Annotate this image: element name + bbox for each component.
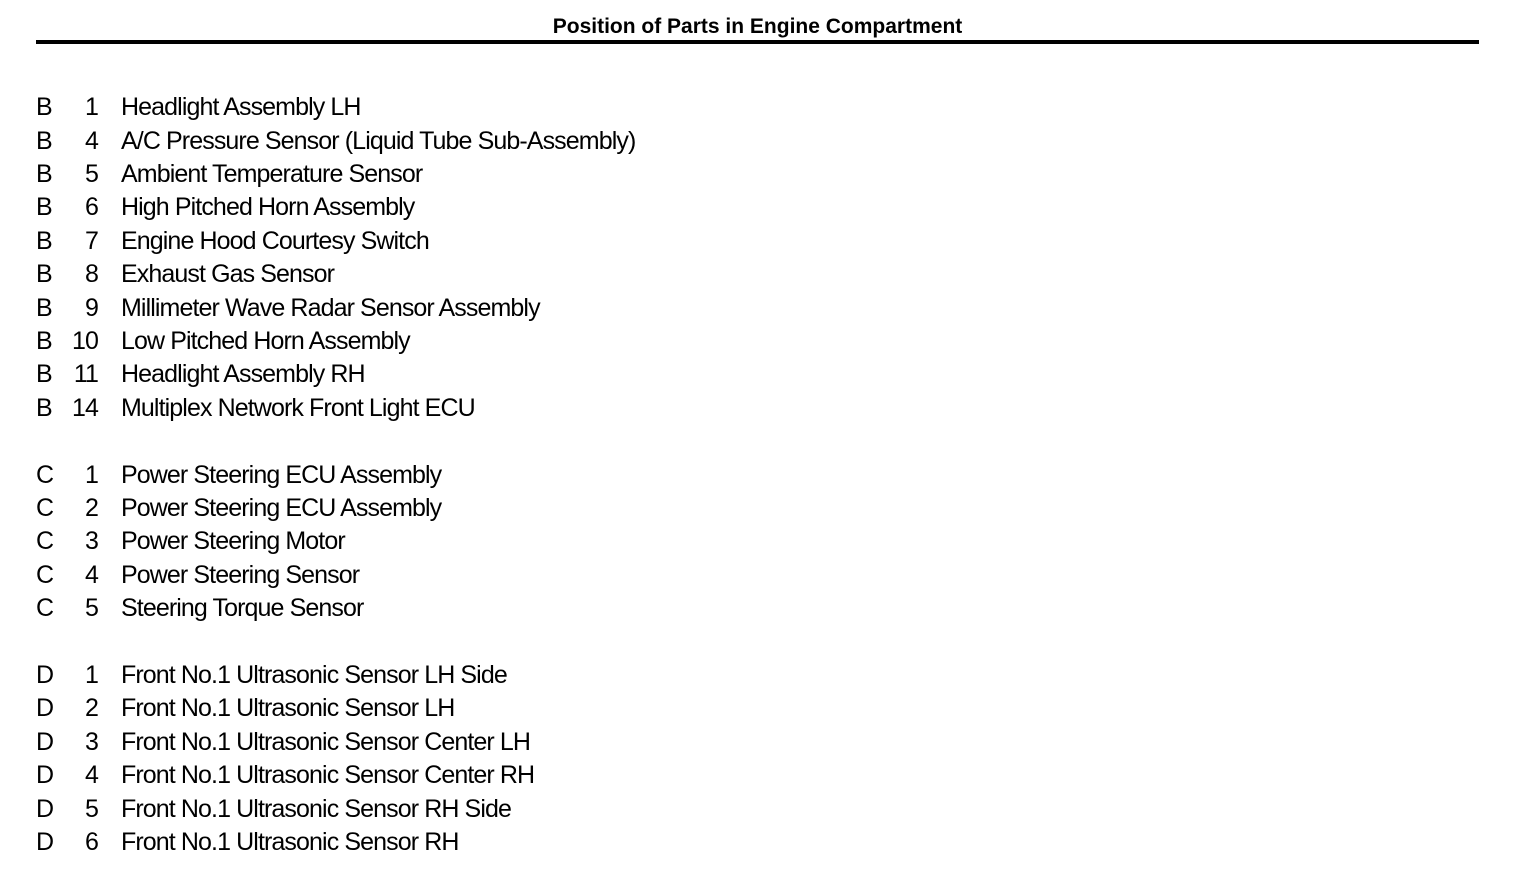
part-connector-letter: B <box>36 193 52 222</box>
part-number: 10 <box>71 326 98 355</box>
parts-group-c <box>36 458 936 625</box>
part-row <box>36 225 936 258</box>
part-connector-letter: D <box>36 661 54 690</box>
part-number: 1 <box>84 661 98 690</box>
part-name: Front No.1 Ultrasonic Sensor Center RH <box>121 761 535 790</box>
part-name: A/C Pressure Sensor (Liquid Tube Sub-Assembly) <box>121 126 636 155</box>
part-connector-letter: B <box>36 393 52 422</box>
part-number: 7 <box>84 226 98 255</box>
part-number: 6 <box>84 828 98 856</box>
parts-group-d <box>36 659 936 859</box>
part-row <box>36 826 936 859</box>
part-number: 11 <box>73 360 98 389</box>
part-number: 14 <box>71 393 98 422</box>
part-name: Front No.1 Ultrasonic Sensor RH <box>121 828 459 856</box>
part-row <box>36 358 936 391</box>
part-number: 2 <box>84 493 98 522</box>
part-number: 4 <box>84 126 98 155</box>
part-number: 4 <box>84 761 98 790</box>
title-rule <box>36 40 1479 44</box>
part-number: 5 <box>84 159 98 188</box>
part-row <box>36 158 936 191</box>
part-number: 2 <box>84 694 98 723</box>
part-row <box>36 659 936 692</box>
part-name: Power Steering ECU Assembly <box>121 493 442 522</box>
part-connector-letter: C <box>36 493 54 522</box>
part-row <box>36 792 936 825</box>
part-connector-letter: B <box>36 159 52 188</box>
part-name: Front No.1 Ultrasonic Sensor RH Side <box>121 794 511 823</box>
part-connector-letter: D <box>36 761 54 790</box>
part-row <box>36 726 936 759</box>
part-connector-letter: B <box>36 126 52 155</box>
part-connector-letter: C <box>36 460 54 489</box>
part-name: High Pitched Horn Assembly <box>121 193 415 222</box>
part-name: Front No.1 Ultrasonic Sensor LH Side <box>121 661 507 690</box>
part-number: 3 <box>84 527 98 556</box>
part-name: Exhaust Gas Sensor <box>121 260 335 289</box>
part-number: 5 <box>84 794 98 823</box>
part-connector-letter: D <box>36 794 54 823</box>
part-row <box>36 559 936 592</box>
part-connector-letter: D <box>36 694 54 723</box>
part-number: 3 <box>84 727 98 756</box>
part-connector-letter: B <box>36 260 52 289</box>
part-row <box>36 592 936 625</box>
part-number: 6 <box>84 193 98 222</box>
part-row <box>36 124 936 157</box>
part-row <box>36 525 936 558</box>
part-row <box>36 291 936 324</box>
part-row <box>36 258 936 291</box>
part-row <box>36 759 936 792</box>
part-connector-letter: B <box>36 93 52 122</box>
part-name: Headlight Assembly RH <box>121 360 365 389</box>
part-name: Ambient Temperature Sensor <box>121 159 423 188</box>
part-row <box>36 91 936 124</box>
part-name: Low Pitched Horn Assembly <box>121 326 410 355</box>
part-row <box>36 492 936 525</box>
part-number: 1 <box>84 460 98 489</box>
part-row <box>36 458 936 491</box>
part-name: Front No.1 Ultrasonic Sensor LH <box>121 694 455 723</box>
part-number: 1 <box>84 93 98 122</box>
part-row <box>36 692 936 725</box>
part-connector-letter: C <box>36 527 54 556</box>
part-connector-letter: D <box>36 828 54 856</box>
part-row <box>36 392 936 425</box>
part-connector-letter: B <box>36 326 52 355</box>
part-connector-letter: C <box>36 560 54 589</box>
part-number: 4 <box>84 560 98 589</box>
page-title: Position of Parts in Engine Compartment <box>552 15 963 38</box>
part-name: Multiplex Network Front Light ECU <box>121 393 475 422</box>
part-name: Front No.1 Ultrasonic Sensor Center LH <box>121 727 531 756</box>
part-name: Power Steering ECU Assembly <box>121 460 442 489</box>
part-name: Headlight Assembly LH <box>121 93 361 122</box>
part-row <box>36 325 936 358</box>
parts-list <box>36 91 936 893</box>
part-row <box>36 191 936 224</box>
part-connector-letter: B <box>36 226 52 255</box>
part-name: Engine Hood Courtesy Switch <box>121 226 429 255</box>
part-name: Millimeter Wave Radar Sensor Assembly <box>121 293 540 322</box>
part-name: Power Steering Motor <box>121 527 345 556</box>
part-connector-letter: B <box>36 293 52 322</box>
part-connector-letter: B <box>36 360 52 389</box>
part-number: 5 <box>84 594 98 623</box>
part-connector-letter: C <box>36 594 54 623</box>
part-connector-letter: D <box>36 727 54 756</box>
part-number: 9 <box>84 293 98 322</box>
part-name: Steering Torque Sensor <box>121 594 364 623</box>
part-name: Power Steering Sensor <box>121 560 360 589</box>
part-number: 8 <box>84 260 98 289</box>
parts-group-b <box>36 91 936 425</box>
